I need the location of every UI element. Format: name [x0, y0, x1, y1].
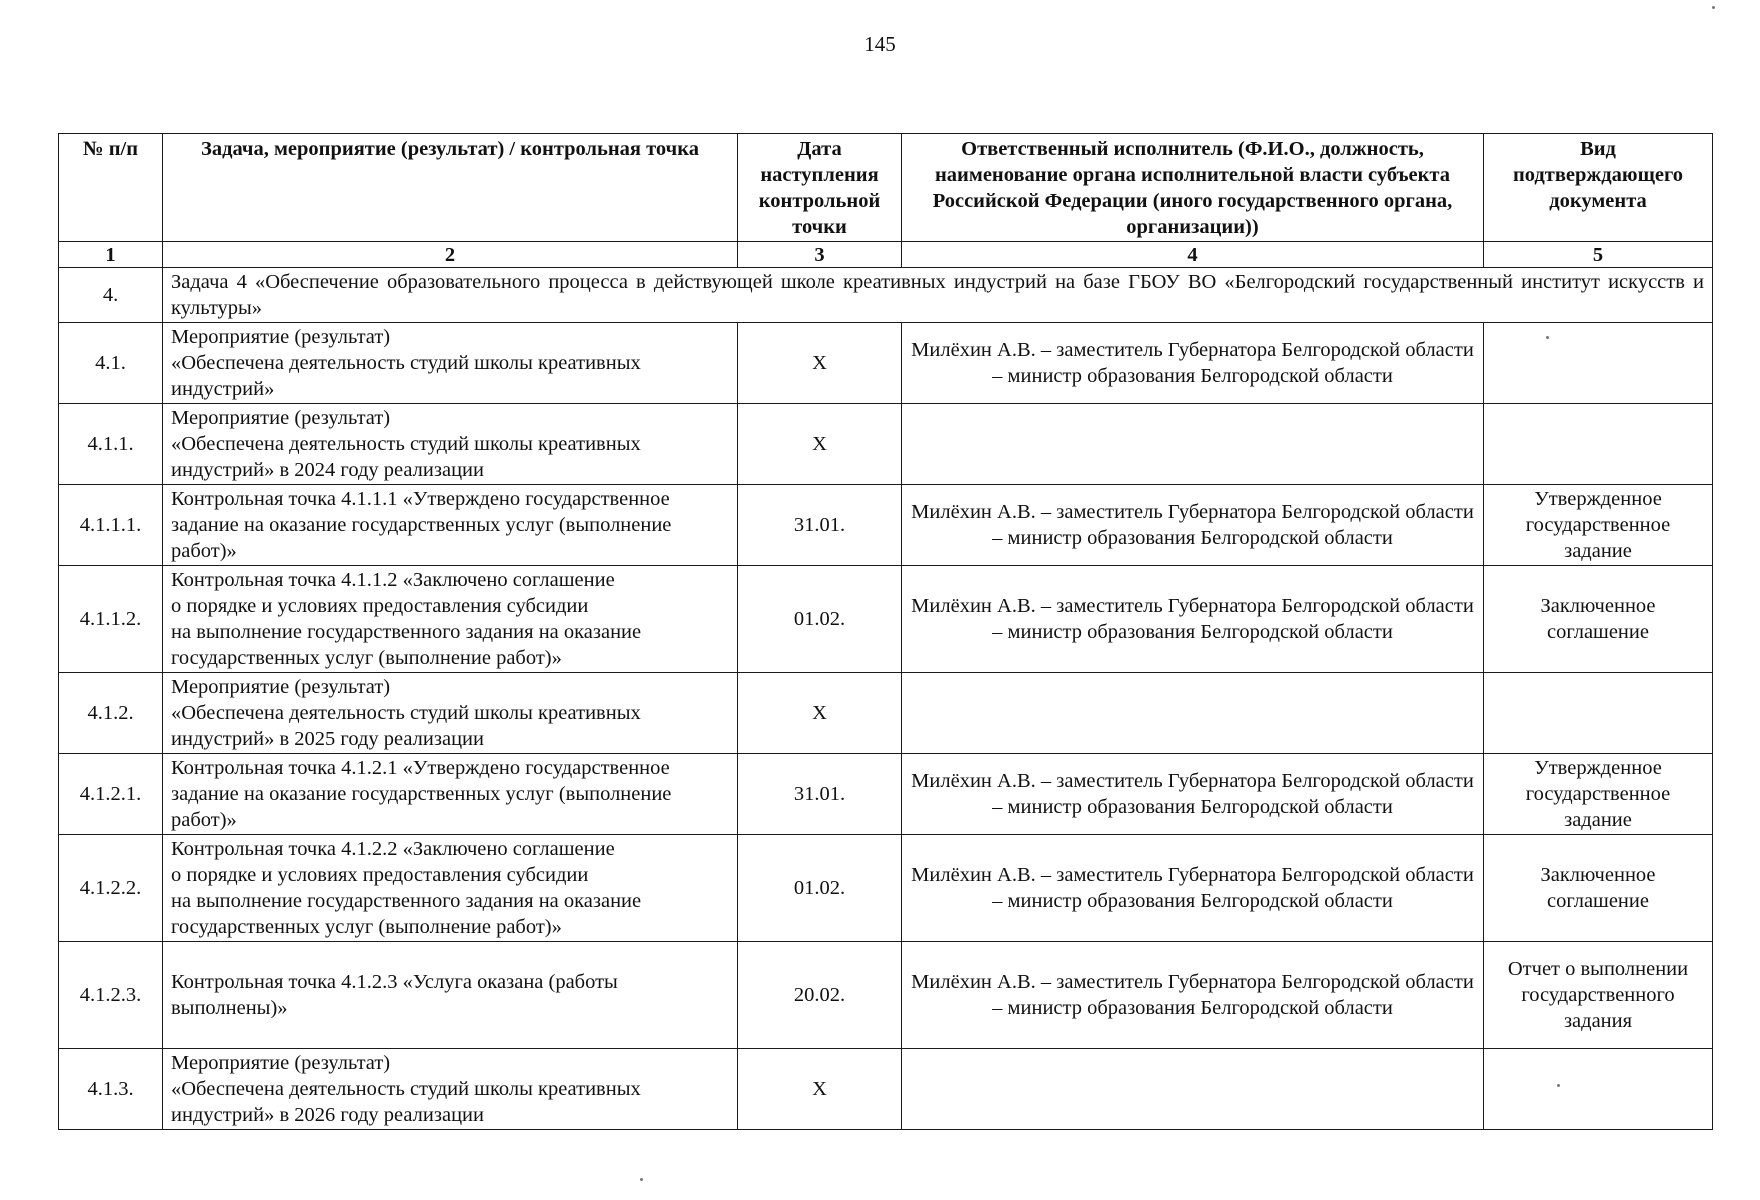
row-executor: [902, 1049, 1484, 1130]
task-line: на выполнение государственного задания на оказание государственных услуг (выполнение работ)»: [171, 621, 642, 669]
row-document: Утвержденное государственное задание: [1484, 485, 1713, 566]
row-date: Х: [738, 673, 902, 754]
task-line: «Обеспечена деятельность студий школы креативных индустрий» в 2024 году реализации: [171, 433, 641, 481]
task-row: [59, 268, 1713, 323]
row-executor: Милёхин А.В. – заместитель Губернатора Белгородской области – министр образования Белгородской области: [902, 566, 1484, 673]
header-executor: Ответственный исполнитель (Ф.И.О., должность, наименование органа исполнительной власти субъекта Российской Федерации (иного государственного органа, организации)): [902, 134, 1484, 242]
row-task: [163, 1049, 738, 1130]
row-document: Утвержденное государственное задание: [1484, 754, 1713, 835]
row-executor: Милёхин А.В. – заместитель Губернатора Белгородской области – министр образования Белгородской области: [902, 323, 1484, 404]
row-document: [1484, 673, 1713, 754]
column-number: 3: [738, 242, 902, 268]
row-executor: Милёхин А.В. – заместитель Губернатора Белгородской области – министр образования Белгородской области: [902, 485, 1484, 566]
row-number: 4.1.2.3.: [59, 942, 163, 1049]
table-row: [59, 754, 1713, 835]
task-text: Задача 4 «Обеспечение образовательного процесса в действующей школе креативных индустрий на базе ГБОУ ВО «Белгородский государственный институт искусств и культуры»: [163, 268, 1713, 323]
row-date: 01.02.: [738, 566, 902, 673]
task-line: Мероприятие (результат): [171, 1052, 391, 1074]
column-number: 2: [163, 242, 738, 268]
scan-speck: [640, 1178, 643, 1181]
row-date: Х: [738, 1049, 902, 1130]
header-date: Дата наступления контрольной точки: [738, 134, 902, 242]
header-task: Задача, мероприятие (результат) / контрольная точка: [163, 134, 738, 242]
row-executor: [902, 404, 1484, 485]
control-points-table: [58, 133, 1713, 1130]
table-row: [59, 1049, 1713, 1130]
row-number: 4.1.2.1.: [59, 754, 163, 835]
row-number: 4.1.1.2.: [59, 566, 163, 673]
table-row: [59, 942, 1713, 1049]
task-line: Контрольная точка 4.1.2.2 «Заключено соглашение: [171, 838, 615, 860]
row-date: 01.02.: [738, 835, 902, 942]
header-row: [59, 134, 1713, 242]
scan-speck: [1557, 1084, 1560, 1087]
scan-speck: [1712, 6, 1715, 9]
task-line: Мероприятие (результат): [171, 676, 391, 698]
row-number: 4.1.: [59, 323, 163, 404]
column-numbers-row: [59, 242, 1713, 268]
row-task: [163, 942, 738, 1049]
row-date: Х: [738, 323, 902, 404]
row-task: [163, 835, 738, 942]
task-line: Контрольная точка 4.1.2.3 «Услуга оказана (работы выполнены)»: [171, 971, 618, 1019]
row-task: [163, 566, 738, 673]
table-row: [59, 323, 1713, 404]
row-document: Заключенное соглашение: [1484, 566, 1713, 673]
task-line: о порядке и условиях предоставления субсидии: [171, 864, 589, 886]
table-row: [59, 485, 1713, 566]
task-line: Мероприятие (результат): [171, 326, 391, 348]
task-line: «Обеспечена деятельность студий школы креативных индустрий»: [171, 352, 641, 400]
row-number: 4.1.1.1.: [59, 485, 163, 566]
row-date: 31.01.: [738, 485, 902, 566]
row-document: Отчет о выполнении государственного задания: [1484, 942, 1713, 1049]
task-line: «Обеспечена деятельность студий школы креативных индустрий» в 2025 году реализации: [171, 702, 641, 750]
row-document: [1484, 404, 1713, 485]
task-line: Контрольная точка 4.1.1.2 «Заключено соглашение: [171, 569, 615, 591]
row-task: [163, 673, 738, 754]
row-document: [1484, 1049, 1713, 1130]
row-task: [163, 404, 738, 485]
task-line: «Обеспечена деятельность студий школы креативных индустрий» в 2026 году реализации: [171, 1078, 641, 1126]
row-number: 4.1.2.2.: [59, 835, 163, 942]
header-document: Вид подтверждающего документа: [1484, 134, 1713, 242]
task-line: на выполнение государственного задания на оказание государственных услуг (выполнение работ)»: [171, 890, 642, 938]
row-number: 4.1.3.: [59, 1049, 163, 1130]
row-date: 31.01.: [738, 754, 902, 835]
row-executor: Милёхин А.В. – заместитель Губернатора Белгородской области – министр образования Белгородской области: [902, 942, 1484, 1049]
column-number: 5: [1484, 242, 1713, 268]
table-row: [59, 566, 1713, 673]
row-task: [163, 485, 738, 566]
row-executor: Милёхин А.В. – заместитель Губернатора Белгородской области – министр образования Белгородской области: [902, 835, 1484, 942]
row-executor: Милёхин А.В. – заместитель Губернатора Белгородской области – министр образования Белгородской области: [902, 754, 1484, 835]
row-task: [163, 754, 738, 835]
table-row: [59, 835, 1713, 942]
task-line: Мероприятие (результат): [171, 407, 391, 429]
header-num: № п/п: [59, 134, 163, 242]
column-number: 4: [902, 242, 1484, 268]
table-row: [59, 673, 1713, 754]
task-number: 4.: [59, 268, 163, 323]
row-date: Х: [738, 404, 902, 485]
task-line: о порядке и условиях предоставления субсидии: [171, 595, 589, 617]
row-document: Заключенное соглашение: [1484, 835, 1713, 942]
row-document: [1484, 323, 1713, 404]
table-row: [59, 404, 1713, 485]
task-line: Контрольная точка 4.1.2.1 «Утверждено государственное задание на оказание государственных услуг (выполнение работ)»: [171, 757, 672, 831]
row-number: 4.1.1.: [59, 404, 163, 485]
task-line: Контрольная точка 4.1.1.1 «Утверждено государственное задание на оказание государственных услуг (выполнение работ)»: [171, 488, 672, 562]
page-number: 145: [864, 32, 896, 56]
row-number: 4.1.2.: [59, 673, 163, 754]
column-number: 1: [59, 242, 163, 268]
row-executor: [902, 673, 1484, 754]
row-date: 20.02.: [738, 942, 902, 1049]
row-task: [163, 323, 738, 404]
scan-speck: [1546, 336, 1549, 339]
